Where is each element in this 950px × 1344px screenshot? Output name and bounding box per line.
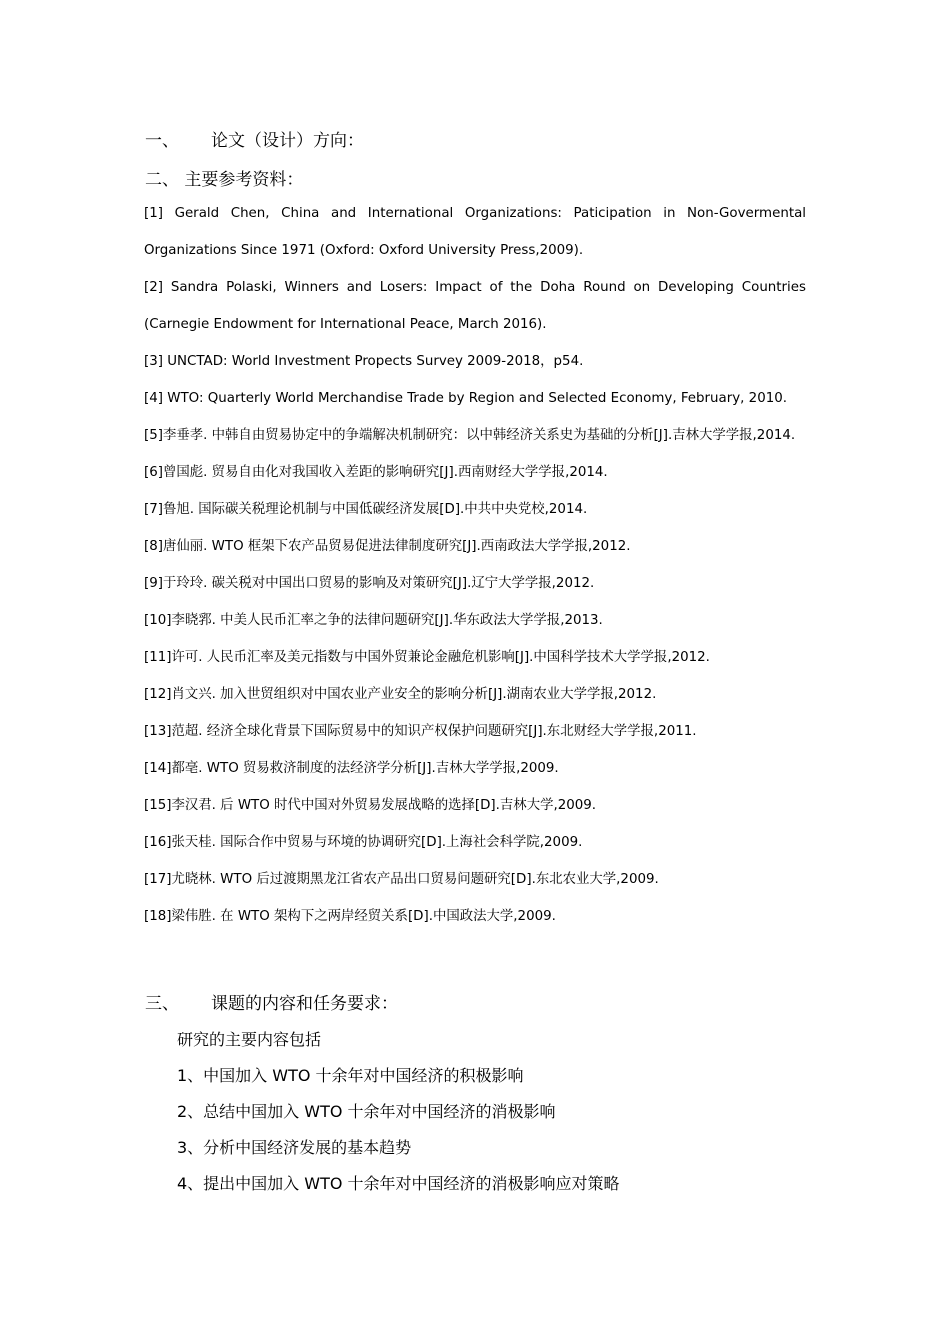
- section-3-title: 课题的内容和任务要求：: [211, 994, 398, 1014]
- reference-item: [11]许可. 人民币汇率及美元指数与中国外贸兼论金融危机影响[J].中国科学技术大学学报,2012.: [144, 650, 710, 665]
- reference-item: [6]曾国彪. 贸易自由化对我国收入差距的影响研究[J].西南财经大学学报,2014.: [144, 465, 608, 480]
- content-intro: 研究的主要内容包括: [177, 1030, 322, 1049]
- reference-item: [12]肖文兴. 加入世贸组织对中国农业产业安全的影响分析[J].湖南农业大学学报,2012.: [144, 687, 657, 702]
- reference-item: [18]梁伟胜. 在 WTO 架构下之两岸经贸关系[D].中国政法大学,2009.: [144, 909, 556, 924]
- content-item-1: 1、中国加入 WTO 十余年对中国经济的积极影响: [177, 1066, 524, 1085]
- reference-list: [144, 195, 806, 935]
- section-1-title: 论文（设计）方向：: [211, 131, 364, 151]
- task-content: [177, 1028, 620, 1208]
- reference-item: [3] UNCTAD: World Investment Propects Survey 2009-2018，p54.: [144, 354, 584, 369]
- reference-item: [13]范超. 经济全球化背景下国际贸易中的知识产权保护问题研究[J].东北财经大学学报,2011.: [144, 724, 697, 739]
- reference-item: [5]李垂孝. 中韩自由贸易协定中的争端解决机制研究：以中韩经济关系史为基础的分析[J].吉林大学学报,2014.: [144, 428, 796, 443]
- reference-item: [14]都亳. WTO 贸易救济制度的法经济学分析[J].吉林大学学报,2009.: [144, 761, 559, 776]
- reference-item: [8]唐仙丽. WTO 框架下农产品贸易促进法律制度研究[J].西南政法大学学报,2012.: [144, 539, 631, 554]
- section-1-heading: [145, 126, 364, 151]
- reference-item: [17]尤晓林. WTO 后过渡期黑龙江省农产品出口贸易问题研究[D].东北农业大学,2009.: [144, 872, 659, 887]
- section-3-heading: [145, 989, 398, 1014]
- section-2-heading: [145, 165, 303, 190]
- section-2-title: 二、 主要参考资料：: [145, 170, 304, 190]
- reference-item: [16]张天桂. 国际合作中贸易与环境的协调研究[D].上海社会科学院,2009.: [144, 835, 583, 850]
- reference-item: [4] WTO: Quarterly World Merchandise Trade by Region and Selected Economy, February, 2010.: [144, 391, 788, 406]
- content-item-4: 4、提出中国加入 WTO 十余年对中国经济的消极影响应对策略: [177, 1174, 620, 1193]
- reference-item: [1] Gerald Chen, China and International Organizations: Paticipation in Non-Govermental Organizations Since 1971 (Oxford: Oxford University Press,2009).: [144, 206, 806, 258]
- reference-item: [7]鲁旭. 国际碳关税理论机制与中国低碳经济发展[D].中共中央党校,2014.: [144, 502, 588, 517]
- reference-item: [10]李晓郛. 中美人民币汇率之争的法律问题研究[J].华东政法大学学报,2013.: [144, 613, 603, 628]
- content-item-2: 2、总结中国加入 WTO 十余年对中国经济的消极影响: [177, 1102, 556, 1121]
- reference-item: [9]于玲玲. 碳关税对中国出口贸易的影响及对策研究[J].辽宁大学学报,2012.: [144, 576, 595, 591]
- section-3-number: 三、: [145, 994, 179, 1014]
- reference-item: [15]李汉君. 后 WTO 时代中国对外贸易发展战略的选择[D].吉林大学,2009.: [144, 798, 597, 813]
- reference-item: [2] Sandra Polaski, Winners and Losers: Impact of the Doha Round on Developing Countries (Carnegie Endowment for International Peace, March 2016).: [144, 280, 806, 332]
- content-item-3: 3、分析中国经济发展的基本趋势: [177, 1138, 412, 1157]
- section-1-number: 一、: [145, 131, 179, 151]
